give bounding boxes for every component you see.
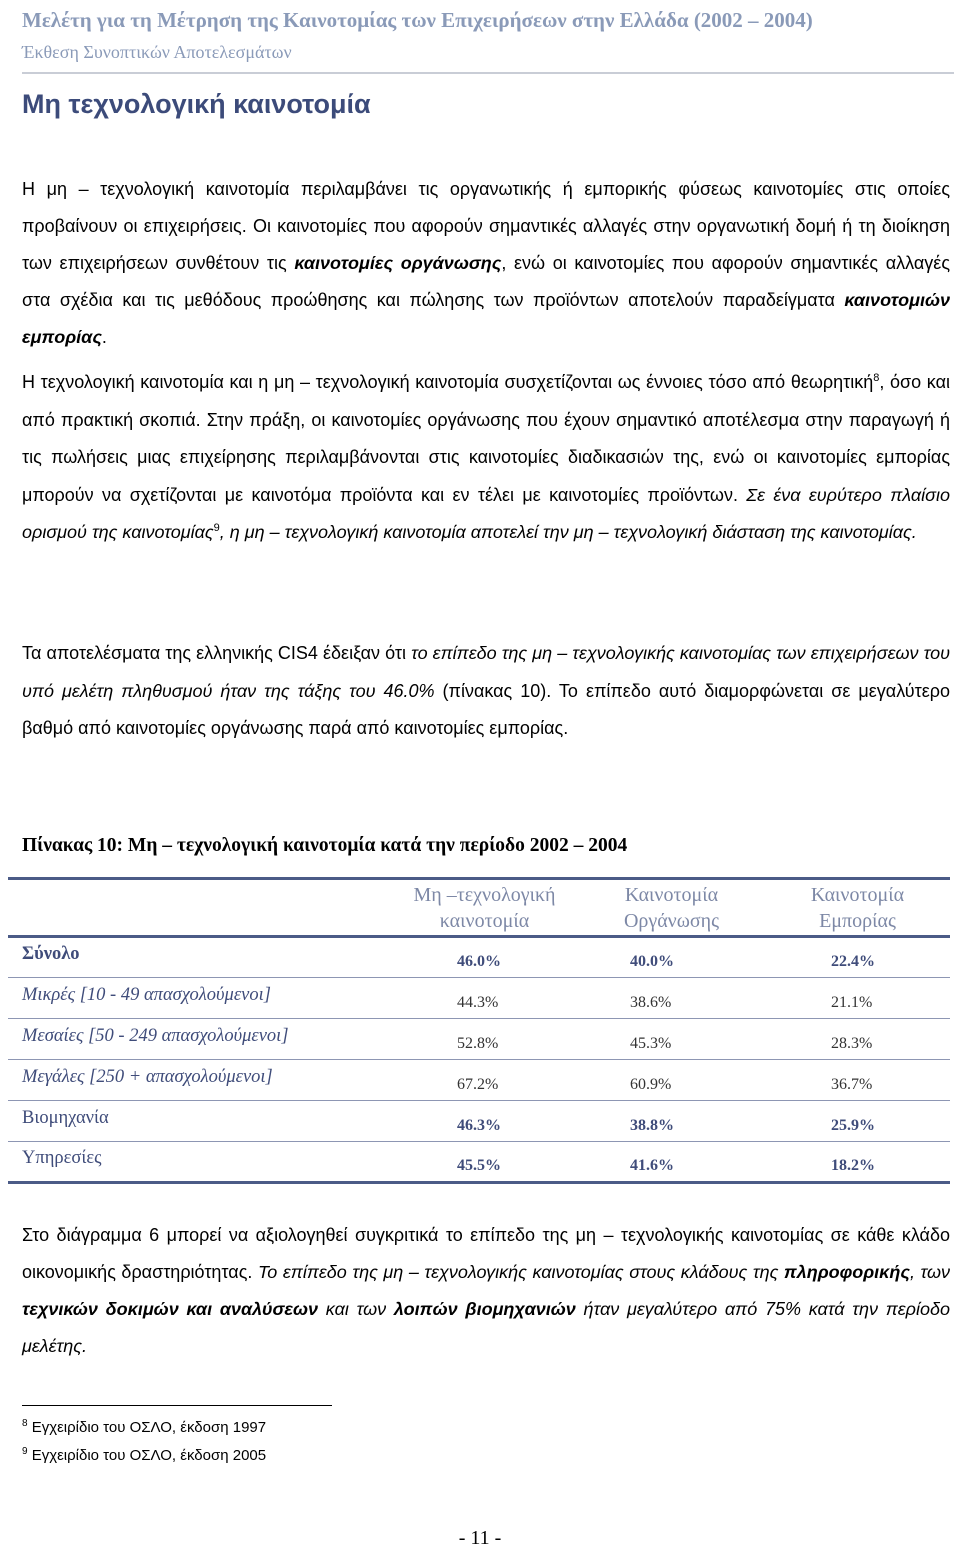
footnote-ref-8: 8	[873, 372, 880, 384]
paragraph-2: Η τεχνολογική καινοτομία και η μη – τεχνολογική καινοτομία συσχετίζονται ως έννοιες τόσο από θεωρητική$^8$, όσο και από πρακτική σκοπιά. Στην πράξη, οι καινοτομίες οργάνωσης που έχουν σημαντικό αποτέλεσμα στην παραγωγή ή τις πωλήσεις μιας επιχείρησης περιλαμβάνονται στις καινοτομίες διαδικασιών της, ενώ οι καινοτομίες εμπορίας μπορούν να σχετίζονται με καινοτόμα προϊόντα και εν τέλει με καινοτομίες προϊόντων. Σε ένα ευρύτερο πλαίσιο ορισμού της καινοτομίας$^9$, η μη – τεχνολογική καινοτομία αποτελεί την μη – τεχνολογική διάσταση της καινοτομίας.	[22, 372, 950, 542]
col-header-non-tech: Μη –τεχνολογική καινοτομία	[413, 883, 556, 932]
table-row: Βιομηχανία 46.3% 38.8% 25.9%	[8, 1101, 950, 1142]
table-header-row	[8, 879, 950, 937]
emphasis-technical-testing: τεχνικών δοκιμών και αναλύσεων	[22, 1299, 319, 1319]
footnote-9: $^9$ Εγχειρίδιο του ΟΣΛΟ, έκδοση 2005	[22, 1446, 267, 1464]
table-caption: Πίνακας 10: Μη – τεχνολογική καινοτομία κατά την περίοδο 2002 – 2004	[22, 835, 628, 856]
col-header-marketing: Καινοτομία Εμπορίας	[810, 883, 905, 932]
header-subtitle: Έκθεση Συνοπτικών Αποτελεσμάτων	[22, 42, 292, 62]
section-title: Μη τεχνολογική καινοτομία	[22, 89, 371, 119]
page-header	[22, 4, 954, 74]
table-row: Σύνολο 46.0% 40.0% 22.4%	[22, 944, 875, 970]
emphasis-informatics: πληροφορικής	[783, 1262, 910, 1282]
innovation-table	[8, 877, 950, 1184]
col-header-organisation: Καινοτομία Οργάνωσης	[623, 883, 720, 932]
table-row: Υπηρεσίες 45.5% 41.6% 18.2%	[8, 1142, 950, 1183]
table-row: Μεσαίες [50 - 249 απασχολούμενοι] 52.8% 45.3% 28.3%	[8, 1019, 950, 1060]
table-row: Μεγάλες [250 + απασχολούμενοι] 67.2% 60.9% 36.7%	[8, 1060, 950, 1101]
footnote-8: $^8$ Εγχειρίδιο του ΟΣΛΟ, έκδοση 1997	[22, 1418, 267, 1436]
table-row: Μικρές [10 - 49 απασχολούμενοι] 44.3% 38.6% 21.1%	[8, 978, 950, 1019]
header-title: Μελέτη για τη Μέτρηση της Καινοτομίας των Επιχειρήσεων στην Ελλάδα (2002 – 2004)	[22, 8, 813, 32]
paragraph-1: Η μη – τεχνολογική καινοτομία περιλαμβάνει τις οργανωτικής ή εμπορικής φύσεως καινοτομίες στις οποίες προβαίνουν οι επιχειρήσεις. Οι καινοτομίες που αφορούν σημαντικές αλλαγές στην οργανωτική δομή ή τη διοίκηση των επιχειρήσεων συνθέτουν τις καινοτομίες οργάνωσης, ενώ οι καινοτομίες που αφορούν σημαντικές αλλαγές στα σχέδια και τις μεθόδους προώθησης και πώλησης των προϊόντων αποτελούν παραδείγματα καινοτομιών εμπορίας.	[22, 179, 950, 347]
emphasis-other-industries: λοιπών βιομηχανιών	[393, 1299, 576, 1319]
page-number: - 11 -	[458, 1527, 502, 1546]
footnote-separator	[22, 1405, 332, 1406]
emphasis-marketing: καινοτομιών εμπορίας	[22, 290, 950, 347]
paragraph-4: Στο διάγραμμα 6 μπορεί να αξιολογηθεί συγκριτικά το επίπεδο της μη – τεχνολογικής καινοτομίας σε κάθε κλάδο οικονομικής δραστηριότητας. Το επίπεδο της μη – τεχνολογικής καινοτομίας στους κλάδους της πληροφορικής, των τεχνικών δοκιμών και αναλύσεων και των λοιπών βιομηχανιών ήταν μεγαλύτερο από 75% κατά την περίοδο μελέτης.	[22, 1225, 951, 1356]
footnote-ref-9: 9	[213, 522, 220, 534]
emphasis-organisation: καινοτομίες οργάνωσης	[294, 253, 502, 273]
paragraph-3: Τα αποτελέσματα της ελληνικής CIS4 έδειξαν ότι το επίπεδο της μη – τεχνολογικής καινοτομίας των επιχειρήσεων του υπό μελέτη πληθυσμού ήταν της τάξης του 46.0% (πίνακας 10). Το επίπεδο αυτό διαμορφώνεται σε μεγαλύτερο βαθμό από καινοτομίες οργάνωσης παρά από καινοτομίες εμπορίας.	[22, 643, 950, 738]
